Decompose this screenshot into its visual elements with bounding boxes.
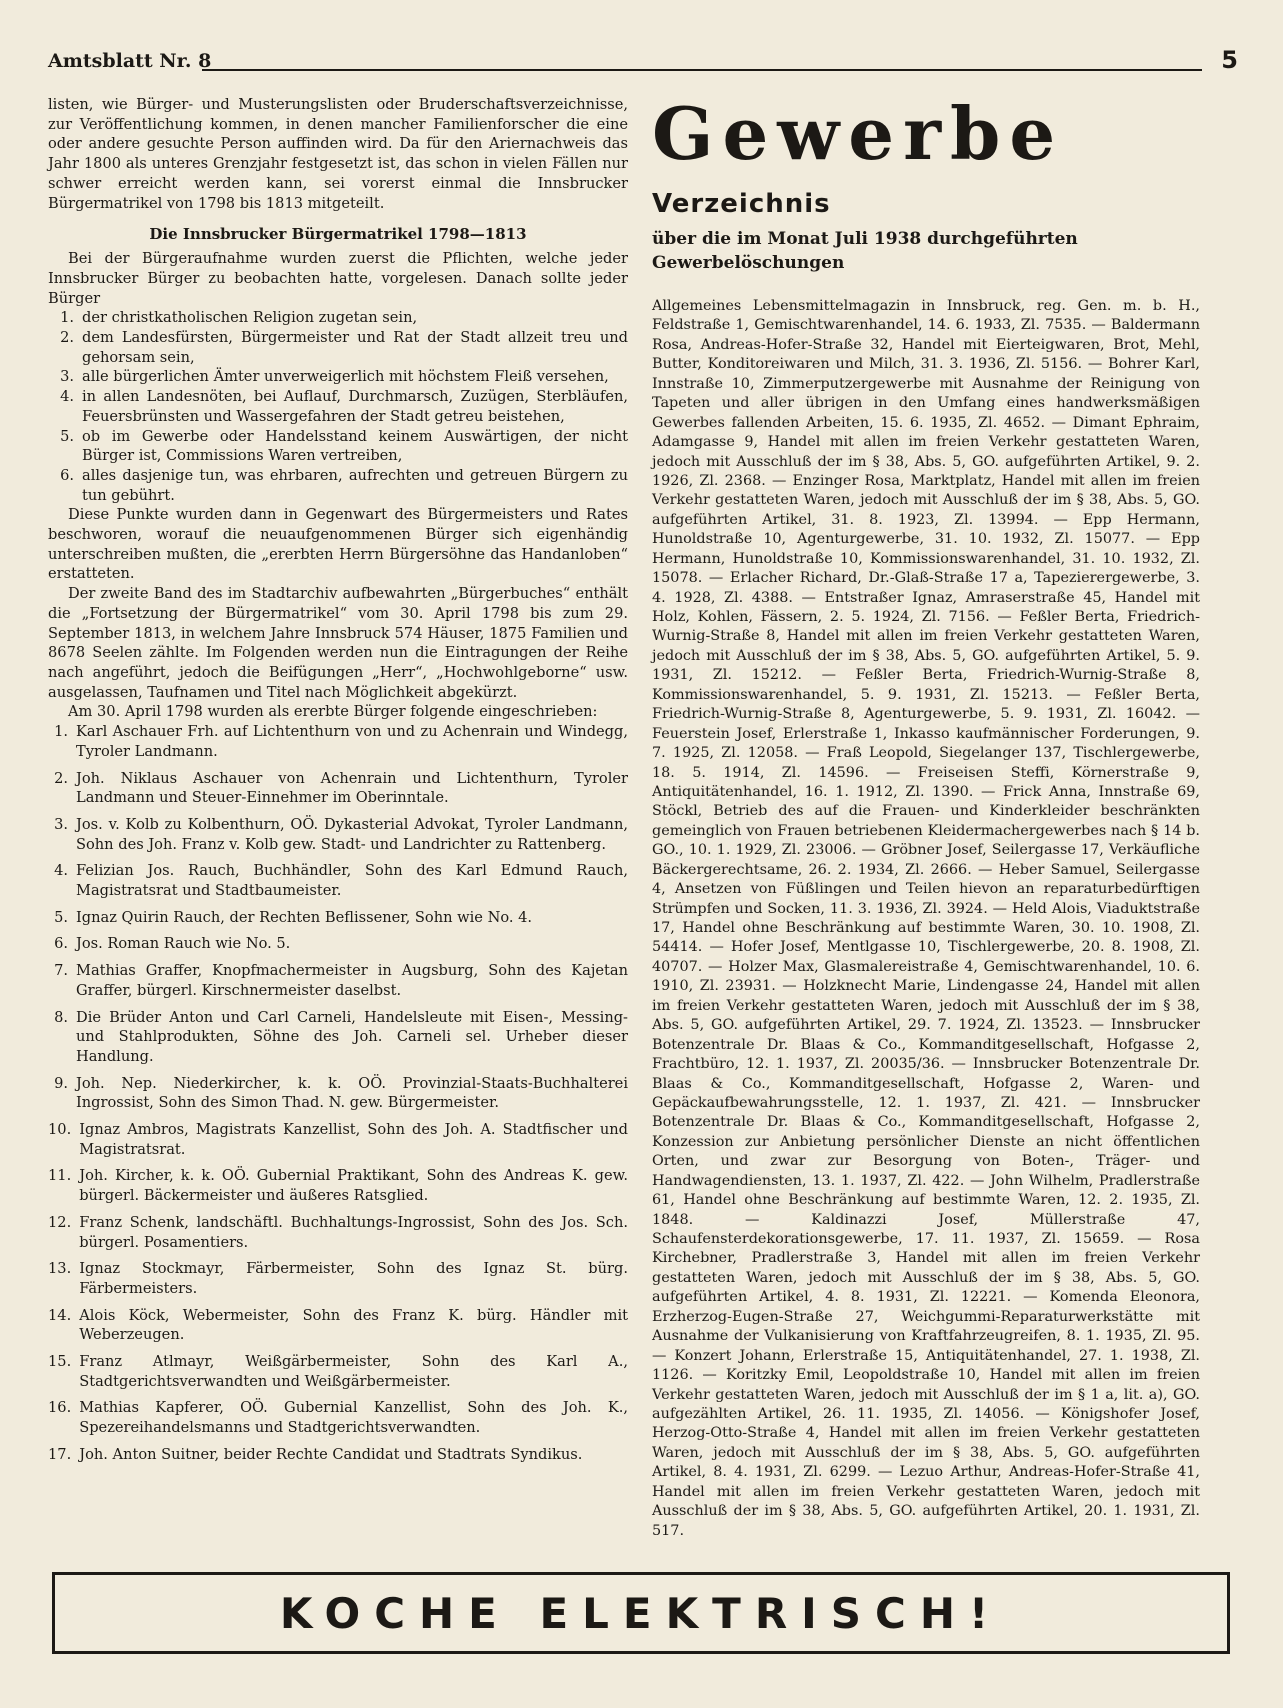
list-item-text: Joh. Kircher, k. k. OÖ. Gubernial Praktikant, Sohn des Andreas K. gew. bürgerl. Bäckermeister und äußeres Ratsglied. xyxy=(79,1167,628,1205)
list-item xyxy=(48,1398,628,1437)
paragraph: Bei der Bürgeraufnahme wurden zuerst die Pflichten, welche jeder Innsbrucker Bürger zu beobachten hatte, vorgelesen. Danach sollte jeder Bürger xyxy=(48,250,628,307)
list-item-text: Jos. v. Kolb zu Kolbenthurn, OÖ. Dykasterial Advokat, Tyroler Landmann, Sohn des Joh. Franz v. Kolb gew. Stadt- und Landrichter zu Rattenberg. xyxy=(76,815,628,853)
list-item xyxy=(48,367,628,387)
list-item-number: 11. xyxy=(48,1167,72,1185)
list-item-number: 1. xyxy=(60,309,74,327)
list-item-text: Joh. Nep. Niederkircher, k. k. OÖ. Provinzial-Staats-Buchhalterei Ingrossist, Sohn des Simon Thad. N. gew. Bürgermeister. xyxy=(76,1074,628,1112)
list-item-number: 5. xyxy=(60,427,74,445)
list-item-number: 3. xyxy=(54,815,68,833)
list-item-text: Joh. Niklaus Aschauer von Achenrain und Lichtenthurn, Tyroler Landmann und Steuer-Einnehmer im Oberinntale. xyxy=(76,769,628,807)
list-item-text: Alois Köck, Webermeister, Sohn des Franz K. bürg. Händler mit Weberzeugen. xyxy=(79,1306,628,1344)
list-item xyxy=(48,961,628,1000)
list-item-text: Mathias Kapferer, OÖ. Gubernial Kanzellist, Sohn des Joh. K., Spezereihandelsmanns und Stadtgerichtsverwandten. xyxy=(79,1399,628,1437)
duties-list xyxy=(48,308,628,505)
list-item-text: Ignaz Stockmayr, Färbermeister, Sohn des Ignaz St. bürg. Färbermeisters. xyxy=(79,1260,628,1297)
list-item-text: Franz Atlmayr, Weißgärbermeister, Sohn des Karl A., Stadtgerichtsverwandten und Weißgärbermeister. xyxy=(79,1353,628,1390)
list-item-number: 14. xyxy=(48,1306,72,1324)
paragraph: Diese Punkte wurden dann in Gegenwart des Bürgermeisters und Rates beschworen, worauf die neuaufgenommenen Bürger sich eigenhändig unterschreiben mußten, die „ererbten Herrn Bürgersöhne das Handanloben“ erstatteten. xyxy=(48,506,628,583)
list-item-number: 15. xyxy=(48,1353,72,1371)
list-item xyxy=(48,427,628,466)
list-item-text: alles dasjenige tun, was ehrbaren, aufrechten und getreuen Bürgern zu tun gebührt. xyxy=(82,466,628,504)
publication-title: Amtsblatt Nr. 8 xyxy=(48,50,212,72)
list-item xyxy=(48,1213,628,1252)
right-column xyxy=(652,91,1200,1541)
list-item xyxy=(48,1306,628,1345)
citizens-list xyxy=(48,722,628,1465)
list-item-text: Ignaz Ambros, Magistrats Kanzellist, Sohn des Joh. A. Stadtfischer und Magistratsrat. xyxy=(79,1121,628,1158)
list-item-number: 6. xyxy=(60,466,74,484)
intro-paragraph: listen, wie Bürger- und Musterungslisten oder Bruderschaftsverzeichnisse, zur Veröffentlichung kommen, in denen mancher Familienforscher die eine oder andere gesuchte Person auffinden wird. Da für den Ariernachweis das Jahr 1800 als unteres Grenzjahr festgesetzt ist, das schon in vielen Fällen nur schwer erreicht werden kann, sei vorerst einmal die Innsbrucker Bürgermatrikel von 1798 bis 1813 mitgeteilt. xyxy=(48,96,628,212)
list-item xyxy=(48,1352,628,1391)
list-item xyxy=(48,328,628,367)
list-item-number: 9. xyxy=(54,1074,68,1092)
list-item-text: in allen Landesnöten, bei Auflauf, Durchmarsch, Zuzügen, Sterbläufen, Feuersbrünsten und Wassergefahren der Stadt getreu beistehen, xyxy=(82,388,628,425)
list-subtitle: über die im Monat Juli 1938 durchgeführten Gewerbelöschungen xyxy=(652,229,1078,273)
list-item-number: 2. xyxy=(54,769,68,787)
list-item-text: ob im Gewerbe oder Handelsstand keinem Auswärtigen, der nicht Bürger ist, Commissions Waren vertreiben, xyxy=(82,427,628,465)
list-item-text: Karl Aschauer Frh. auf Lichtenthurn von und zu Achenrain und Windegg, Tyroler Landmann. xyxy=(76,723,628,760)
list-item-number: 1. xyxy=(54,723,68,741)
list-title: Verzeichnis xyxy=(652,189,831,219)
advertisement-banner: KOCHE ELEKTRISCH! xyxy=(52,1572,1230,1654)
list-item-text: alle bürgerlichen Ämter unverweigerlich mit höchstem Fleiß versehen, xyxy=(82,368,609,386)
list-item xyxy=(48,815,628,854)
list-item xyxy=(48,722,628,761)
list-item xyxy=(48,908,628,928)
list-item-number: 17. xyxy=(48,1445,72,1463)
list-item xyxy=(48,1259,628,1298)
list-item-number: 2. xyxy=(60,329,74,347)
list-item-text: Mathias Graffer, Knopfmachermeister in Augsburg, Sohn des Kajetan Graffer, bürgerl. Kirschnermeister daselbst. xyxy=(76,962,628,999)
list-item-text: Jos. Roman Rauch wie No. 5. xyxy=(76,935,291,953)
list-item-number: 5. xyxy=(54,908,68,926)
list-item-number: 6. xyxy=(54,935,68,953)
deletion-register-text: Allgemeines Lebensmittelmagazin in Innsbruck, reg. Gen. m. b. H., Feldstraße 1, Gemischtwarenhandel, 14. 6. 1933, Zl. 7535. — Baldermann Rosa, Andreas-Hofer-Straße 32, Handel mit Eierteigwaren, Brot, Mehl, Butter, Konditoreiwaren und Milch, 31. 3. 1936, Zl. 5156. — Bohrer Karl, Innstraße 10, Zimmerputzergewerbe mit Ausnahme der Reinigung von Tapeten und aller übrigen in den Umfang eines handwerksmäßigen Gewerbes fallenden Arbeiten, 15. 6. 1935, Zl. 4652. — Dimant Ephraim, Adamgasse 9, Handel mit allen im freien Verkehr gestatteten Waren, jedoch mit Ausschluß der im § 38, Abs. 5, GO. aufgeführten Artikel, 9. 2. 1926, Zl. 2368. — Enzinger Rosa, Marktplatz, Handel mit allen im freien Verkehr gestatteten Waren, jedoch mit Ausschluß der im § 38, Abs. 5, GO. aufgeführten Artikel, 31. 8. 1923, Zl. 13994. — Epp Hermann, Hunoldstraße 10, Agenturgewerbe, 31. 10. 1932, Zl. 15077. — Epp Hermann, Hunoldstraße 10, Kommissionswarenhandel, 31. 10. 1932, Zl. 15078. — Erlacher Richard, Dr.-Glaß-Straße 17 a, Tapezierergewerbe, 3. 4. 1928, Zl. 4388. — Entstraßer Ignaz, Amraserstraße 45, Handel mit Holz, Kohlen, Fässern, 2. 5. 1924, Zl. 7156. — Feßler Berta, Friedrich-Wurnig-Straße 8, Handel mit allen im freien Verkehr gestatteten Waren, jedoch mit Ausschluß der im § 38, Abs. 5, GO. aufgeführten Artikel, 5. 9. 1931, Zl. 15212. — Feßler Berta, Friedrich-Wurnig-Straße 8, Kommissionswarenhandel, 5. 9. 1931, Zl. 15213. — Feßler Berta, Friedrich-Wurnig-Straße 8, Agenturgewerbe, 5. 9. 1931, Zl. 16042. — Feuerstein Josef, Erlerstraße 1, Inkasso kaufmännischer Forderungen, 9. 7. 1925, Zl. 12058. — Fraß Leopold, Siegelanger 137, Tischlergewerbe, 18. 5. 1914, Zl. 14596. — Freiseisen Steffi, Körnerstraße 9, Antiquitätenhandel, 16. 1. 1912, Zl. 1390. — Frick Anna, Innstraße 69, Stöckl, Betrieb des auf die Frauen- und Kinderkleider beschränkten gemeinglich von Frauen betriebenen Kleidermachergewerbes nach § 14 b. GO., 10. 1. 1929, Zl. 23006. — Gröbner Josef, Seilergasse 17, Verkäufliche Bäckergerechtsame, 26. 2. 1934, Zl. 2666. — Heber Samuel, Seilergasse 4, Ansetzen von Füßlingen und Teilen hievon an reparaturbedürftigen Strümpfen und Socken, 11. 3. 1936, Zl. 3924. — Held Alois, Viaduktstraße 17, Handel ohne Beschränkung auf bestimmte Waren, 30. 10. 1908, Zl. 54414. — Hofer Josef, Mentlgasse 10, Tischlergewerbe, 20. 8. 1908, Zl. 40707. — Holzer Max, Glasmalereistraße 4, Gemischtwarenhandel, 10. 6. 1910, Zl. 23931. — Holzknecht Marie, Lindengasse 24, Handel mit allen im freien Verkehr gestatteten Waren, jedoch mit Ausschluß der im § 38, Abs. 5, GO. aufgeführten Artikel, 29. 7. 1924, Zl. 13523. — Innsbrucker Botenzentrale Dr. Blaas & Co., Kommanditgesellschaft, Hofgasse 2, Frachtbüro, 12. 1. 1937, Zl. 20035/36. — Innsbrucker Botenzentrale Dr. Blaas & Co., Kommanditgesellschaft, Hofgasse 2, Waren- und Gepäckaufbewahrungsstelle, 12. 1. 1937, Zl. 421. — Innsbrucker Botenzentrale Dr. Blaas & Co., Kommanditgesellschaft, Hofgasse 2, Konzession zur Anbietung persönlicher Dienste an nicht öffentlichen Orten, und zwar zur Besorgung von Boten-, Träger- und Handwagendiensten, 13. 1. 1937, Zl. 422. — John Wilhelm, Pradlerstraße 61, Handel ohne Beschränkung auf bestimmte Waren, 12. 2. 1935, Zl. 1848. — Kaldinazzi Josef, Müllerstraße 47, Schaufensterdekorationsgewerbe, 17. 11. 1937, Zl. 15659. — Rosa Kirchebner, Pradlerstraße 3, Handel mit allen im freien Verkehr gestatteten Waren, jedoch mit Ausschluß der im § 38, Abs. 5, GO. aufgeführten Artikel, 4. 8. 1931, Zl. 12221. — Komenda Eleonora, Erzherzog-Eugen-Straße 27, Weichgummi-Reparaturwerkstätte mit Ausnahme der Vulkanisierung von Kraftfahrzeugreifen, 8. 1. 1935, Zl. 95. — Konzert Johann, Erlerstraße 15, Antiquitätenhandel, 27. 1. 1938, Zl. 1126. — Koritzky Emil, Leopoldstraße 10, Handel mit allen im freien Verkehr gestatteten Waren, jedoch mit Ausschluß der im § 1 a, lit. a), GO. aufgezählten Artikel, 26. 11. 1935, Zl. 14056. — Königshofer Josef, Herzog-Otto-Straße 4, Handel mit allen im freien Verkehr gestatteten Waren, jedoch mit Ausschluß der im § 38, Abs. 5, GO. aufgeführten Artikel, 8. 4. 1931, Zl. 6299. — Lezuo Arthur, Andreas-Hofer-Straße 41, Handel mit allen im freien Verkehr gestatteten Waren, jedoch mit Ausschluß der im § 38, Abs. 5, GO. aufgeführten Artikel, 20. 1. 1931, Zl. 517. xyxy=(652,298,1200,1539)
list-item-number: 12. xyxy=(48,1213,72,1231)
page-number: 5 xyxy=(1221,46,1238,74)
paragraph: Am 30. April 1798 wurden als ererbte Bürger folgende eingeschrieben: xyxy=(68,703,598,721)
list-item-text: Franz Schenk, landschäftl. Buchhaltungs-Ingrossist, Sohn des Jos. Sch. bürgerl. Posamentiers. xyxy=(79,1213,628,1251)
list-item-number: 8. xyxy=(54,1008,68,1026)
list-item-text: der christkatholischen Religion zugetan sein, xyxy=(82,309,418,327)
list-item-text: Joh. Anton Suitner, beider Rechte Candidat und Stadtrats Syndikus. xyxy=(79,1445,583,1463)
list-item xyxy=(48,769,628,808)
list-item-number: 13. xyxy=(48,1260,72,1278)
list-item-number: 7. xyxy=(54,962,68,980)
list-item-text: Die Brüder Anton und Carl Carneli, Handelsleute mit Eisen-, Messing- und Stahlprodukten, Söhne des Joh. Carneli sel. Urheber dieser Handlung. xyxy=(76,1008,628,1065)
list-item-text: Felizian Jos. Rauch, Buchhändler, Sohn des Karl Edmund Rauch, Magistratsrat und Stadtbaumeister. xyxy=(76,862,628,900)
list-item xyxy=(48,1120,628,1159)
list-item xyxy=(48,308,628,328)
list-item-text: dem Landesfürsten, Bürgermeister und Rat der Stadt allzeit treu und gehorsam sein, xyxy=(82,329,628,366)
list-item xyxy=(48,1166,628,1205)
list-item xyxy=(48,466,628,505)
list-item-number: 4. xyxy=(60,388,74,406)
list-item-number: 4. xyxy=(54,862,68,880)
section-title: Die Innsbrucker Bürgermatrikel 1798—1813 xyxy=(149,225,527,244)
list-item-number: 10. xyxy=(48,1121,72,1139)
left-column xyxy=(48,95,628,1472)
paragraph: Der zweite Band des im Stadtarchiv aufbewahrten „Bürgerbuches“ enthält die „Fortsetzung der Bürgermatrikel“ vom 30. April 1798 bis zum 29. September 1813, in welchem Jahre Innsbruck 574 Häuser, 1875 Familien und 8678 Seelen zählte. Im Folgenden werden nun die Eintragungen der Reihe nach angeführt, jedoch die Beifügungen „Herr“, „Hochwohlgeborne“ usw. ausgelassen, Taufnamen und Titel nach Möglichkeit abgekürzt. xyxy=(48,585,628,701)
list-item-text: Ignaz Quirin Rauch, der Rechten Beflissener, Sohn wie No. 4. xyxy=(76,908,533,926)
section-heading: Gewerbe xyxy=(652,91,1065,176)
list-item xyxy=(48,861,628,900)
page-header xyxy=(48,46,1238,80)
list-item xyxy=(48,387,628,426)
header-rule xyxy=(202,69,1202,71)
list-item xyxy=(48,1445,628,1465)
list-item xyxy=(48,1074,628,1113)
list-item xyxy=(48,1008,628,1067)
list-item xyxy=(48,934,628,954)
list-item-number: 16. xyxy=(48,1399,72,1417)
list-item-number: 3. xyxy=(60,368,74,386)
